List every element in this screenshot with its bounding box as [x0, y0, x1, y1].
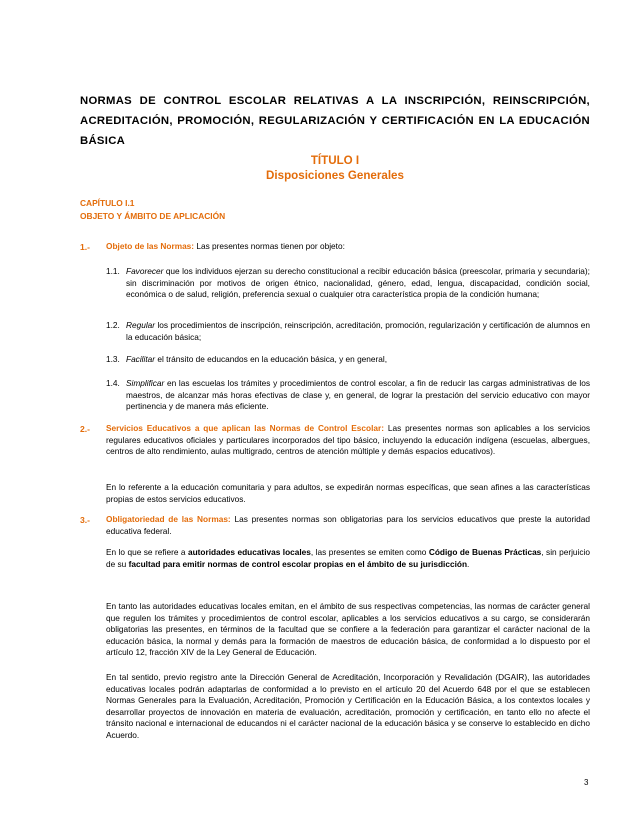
p2-bold-code: Código de Buenas Prácticas — [428, 547, 542, 557]
item-1-4 — [126, 378, 590, 413]
p2-bold-faculty: facultad para emitir normas de control escolar propias en el ámbito de su jurisdicción — [128, 558, 468, 569]
chapter-name: OBJETO Y ÁMBITO DE APLICACIÓN — [80, 211, 226, 221]
chapter-heading — [80, 197, 380, 223]
item-1-4-number: 1.4. — [106, 378, 120, 388]
section-1-intro — [106, 241, 590, 253]
p2-part-c: , las presentes se emiten como — [310, 547, 429, 557]
page-number: 3 — [584, 778, 589, 787]
item-1-1 — [126, 266, 590, 301]
item-1-3-text: el tránsito de educandos en la educación básica, y en general, — [155, 354, 388, 364]
p2-bold-local-authorities: autoridades educativas locales — [187, 547, 311, 557]
p2-part-e: , sin perjuicio de su — [106, 547, 590, 569]
item-1-2-text: los procedimientos de inscripción, reinscripción, acreditación, promoción, regularización y certificación de alumnos en la educación básica; — [126, 320, 590, 342]
item-1-4-text: en las escuelas los trámites y procedimientos de control escolar, a fin de reducir las cargas administrativas de los maestros, de alcanzar más horas efectivas de clase y, en general, de lograr la prestación del servicio educativo con mayor pertinencia y de manera más eficiente. — [126, 378, 590, 412]
section-3-text: Las presentes normas son obligatorias para los servicios educativos que preste la autoridad educativa federal. — [106, 514, 590, 536]
title-block — [80, 153, 590, 183]
section-1-heading: Objeto de las Normas: — [106, 241, 195, 251]
p2-part-a: En lo que se refiere a — [106, 547, 188, 557]
item-1-4-verb: Simplificar — [126, 378, 165, 388]
section-3-number: 3.- — [80, 515, 91, 525]
titulo-number: TÍTULO I — [310, 154, 360, 167]
document-title: NORMAS DE CONTROL ESCOLAR RELATIVAS A LA INSCRIPCIÓN, REINSCRIPCIÓN, ACREDITACIÓN, PROMOCIÓN, REGULARIZACIÓN Y CERTIFICACIÓN EN LA EDUCACIÓN BÁSICA — [80, 95, 590, 147]
section-2-heading: Servicios Educativos a que aplican las Normas de Control Escolar: — [106, 423, 385, 433]
item-1-2-number: 1.2. — [106, 320, 120, 330]
item-1-2 — [126, 320, 590, 343]
item-1-1-number: 1.1. — [106, 266, 120, 276]
titulo-name: Disposiciones Generales — [266, 169, 404, 182]
item-1-3 — [126, 354, 590, 366]
item-1-3-number: 1.3. — [106, 354, 120, 364]
section-3-paragraph-4: En tal sentido, previo registro ante la Dirección General de Acreditación, Incorporación y Revalidación (DGAIR), las autoridades educativas locales podrán adaptarlas de conformidad a lo previsto en el artículo 20 del Acuerdo 648 por el que se establecen Normas Generales para la Evaluación, Acreditación, Promoción y Certificación en la Educación Básica, a los contextos locales y desarrollar proyectos de innovación en materia de evaluación, acreditación, promoción y certificación, en tanto ello no afecte el tránsito nacional e internacional de educandos ni el carácter nacional de la educación básica y se conserve lo establecido en dicho Acuerdo. — [106, 672, 590, 740]
section-2-number: 2.- — [80, 424, 91, 434]
item-1-3-verb: Facilitar — [126, 354, 156, 364]
section-1-number: 1.- — [80, 242, 91, 252]
section-2-body — [106, 423, 590, 458]
section-2-paragraph-2: En lo referente a la educación comunitaria y para adultos, se expedirán normas específicas, que sean afines a las características propias de estos servicios educativos. — [106, 482, 590, 504]
section-1-text: Las presentes normas tienen por objeto: — [194, 241, 345, 251]
item-1-1-text: que los individuos ejerzan su derecho constitucional a recibir educación básica (preescolar, primaria y secundaria); sin discriminación por motivos de origen étnico, nacionalidad, género, edad, lengua, discapacidad, condición social, económica o de salud, religión, preferencia sexual o cualquier otra característica propia de la condición humana; — [126, 266, 590, 300]
chapter-number: CAPÍTULO I.1 — [80, 198, 135, 208]
section-3-heading: Obligatoriedad de las Normas: — [106, 514, 231, 524]
section-3-body — [106, 514, 590, 537]
section-2-text: Las presentes normas son aplicables a los servicios regulares educativos oficiales y particulares incorporados del tipo básico, incluyendo la educación indígena (escuelas, albergues, centros de alto rendimiento, aulas multigrado, centros de atención múltiple y demás espacios educativos). — [106, 423, 590, 457]
item-1-1-verb: Favorecer — [126, 266, 164, 276]
section-3-paragraph-3: En tanto las autoridades educativas locales emitan, en el ámbito de sus respectivas competencias, las normas de carácter general que regulen los trámites y procedimientos de control escolar, aplicables a los servicios educativos a su cargo, se considerarán obligatorias las presentes, en términos de la facultad que se confiere a la federación para garantizar el carácter nacional de la educación básica, la normal y demás para la formación de maestros de educación básica, de conformidad a lo dispuesto por el artículo 12, fracción XIV de la Ley General de Educación. — [106, 601, 590, 658]
section-3-paragraph-2 — [106, 547, 590, 570]
p2-part-g: . — [467, 558, 470, 569]
item-1-2-verb: Regular — [126, 320, 156, 330]
